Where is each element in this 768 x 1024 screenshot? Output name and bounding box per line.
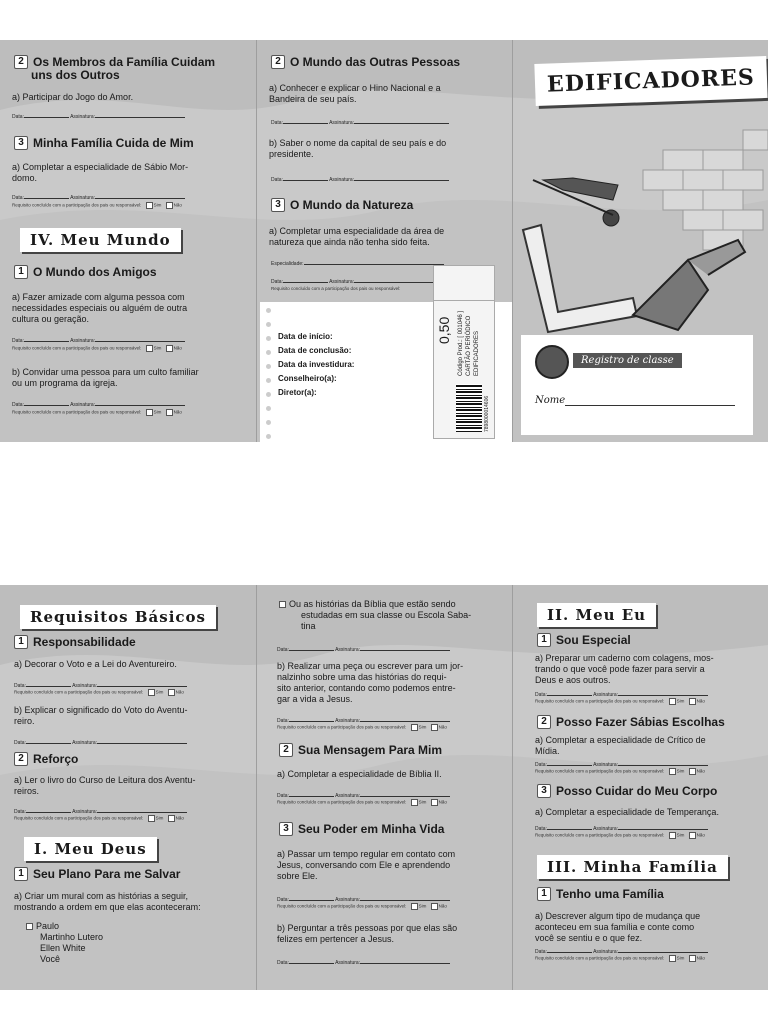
text-line: Bandeira de seu país. bbox=[269, 94, 357, 104]
checkbox-sim[interactable] bbox=[411, 724, 418, 731]
date-label: Data: bbox=[535, 826, 547, 832]
section-number: 1 bbox=[537, 887, 551, 901]
requirement-text bbox=[535, 653, 714, 686]
section-number: 2 bbox=[271, 55, 285, 69]
text-line: b) Convidar uma pessoa para um culto familiar bbox=[12, 367, 199, 377]
note-text: Requisito concluído com a participação dos pais ou responsável: bbox=[535, 698, 665, 704]
signature-label: Assinatura: bbox=[335, 647, 361, 653]
nao-label: Não bbox=[438, 799, 447, 805]
section-number: 2 bbox=[14, 55, 28, 69]
section-title: Reforço bbox=[33, 752, 79, 766]
section-heading bbox=[537, 715, 725, 729]
section-number: 3 bbox=[14, 136, 28, 150]
section-number: 2 bbox=[537, 715, 551, 729]
chapter-banner: I. Meu Deus bbox=[24, 837, 157, 861]
signature-label: Assinatura: bbox=[593, 762, 619, 768]
requirement-text bbox=[12, 367, 199, 389]
binder-hole bbox=[266, 322, 271, 327]
checkbox-nao[interactable] bbox=[168, 815, 175, 822]
section-number: 2 bbox=[279, 743, 293, 757]
nao-label: Não bbox=[696, 955, 705, 961]
signature-label: Assinatura: bbox=[593, 949, 619, 955]
signature-label: Assinatura: bbox=[72, 683, 98, 689]
nao-label: Não bbox=[696, 698, 705, 704]
parent-participation-note bbox=[14, 689, 184, 696]
signature-label: Assinatura: bbox=[70, 402, 96, 408]
requirement-text bbox=[14, 891, 201, 913]
section-title-cont bbox=[31, 68, 120, 82]
section-number: 3 bbox=[537, 784, 551, 798]
binder-hole bbox=[266, 392, 271, 397]
requirement-text bbox=[277, 849, 455, 882]
text-line: a) Criar um mural com as histórias a seguir, bbox=[14, 891, 189, 901]
chapter-banner: Requisitos Básicos bbox=[20, 605, 216, 629]
field-investiture-date[interactable]: Data da investidura: bbox=[278, 360, 355, 369]
section-title: Minha Família Cuida de Mim bbox=[33, 136, 194, 150]
date-label: Data: bbox=[277, 718, 289, 724]
date-label: Data: bbox=[277, 897, 289, 903]
text-line: presidente. bbox=[269, 149, 314, 159]
requirement-text: a) Participar do Jogo do Amor. bbox=[12, 92, 134, 102]
section-title: Sou Especial bbox=[556, 633, 631, 647]
section-heading bbox=[271, 55, 460, 69]
binder-hole bbox=[266, 434, 271, 439]
signature-line[interactable] bbox=[12, 400, 185, 409]
binder-hole bbox=[266, 378, 271, 383]
checkbox-sim[interactable] bbox=[411, 903, 418, 910]
club-emblem-icon bbox=[535, 345, 569, 379]
date-label: Data: bbox=[14, 740, 26, 746]
text-line: b) Explicar o significado do Voto do Aventu- bbox=[14, 705, 188, 715]
section-title: Responsabilidade bbox=[33, 635, 136, 649]
sim-label: Sim bbox=[676, 768, 685, 774]
sim-label: Sim bbox=[153, 345, 162, 351]
checkbox-nao[interactable] bbox=[431, 799, 438, 806]
date-label: Data: bbox=[277, 647, 289, 653]
checkbox-sim[interactable] bbox=[669, 832, 676, 839]
checkbox-nao[interactable] bbox=[431, 903, 438, 910]
section-heading bbox=[537, 633, 631, 647]
note-text: Requisito concluído com a participação dos pais ou responsável: bbox=[271, 286, 401, 291]
signature-line[interactable] bbox=[271, 118, 449, 127]
date-label: Data: bbox=[12, 402, 24, 408]
list-item: Martinho Lutero bbox=[40, 932, 104, 942]
section-heading bbox=[14, 265, 157, 279]
requirement-text bbox=[535, 735, 706, 757]
checkbox-nao[interactable] bbox=[689, 955, 696, 962]
binder-hole bbox=[266, 420, 271, 425]
section-title: Seu Plano Para me Salvar bbox=[33, 867, 181, 881]
signature-label: Assinatura: bbox=[70, 338, 96, 344]
binder-hole bbox=[266, 308, 271, 313]
signature-line[interactable] bbox=[14, 738, 187, 747]
wheelbarrow-icon bbox=[533, 178, 619, 226]
section-title: Posso Cuidar do Meu Corpo bbox=[556, 784, 718, 798]
section-heading bbox=[14, 55, 215, 69]
signature-label: Assinatura: bbox=[335, 718, 361, 724]
parent-participation-note bbox=[271, 286, 400, 292]
note-text: Requisito concluído com a participação dos pais ou responsável: bbox=[12, 345, 142, 351]
text-line: reiros. bbox=[14, 786, 40, 796]
date-label: Data: bbox=[14, 809, 26, 815]
sim-label: Sim bbox=[153, 409, 162, 415]
checkbox-nao[interactable] bbox=[166, 409, 173, 416]
checkbox-sim[interactable] bbox=[669, 698, 676, 705]
price-sticker bbox=[433, 265, 495, 439]
date-label: Data: bbox=[535, 762, 547, 768]
section-title: Os Membros da Família Cuidam bbox=[33, 55, 216, 69]
nao-label: Não bbox=[438, 724, 447, 730]
checkbox-nao[interactable] bbox=[168, 689, 175, 696]
specialty-line[interactable] bbox=[271, 259, 444, 268]
section-number: 2 bbox=[14, 752, 28, 766]
sticker-product-type: CARTÃO PERIÓDICO bbox=[466, 315, 472, 376]
parent-participation-note bbox=[535, 768, 705, 775]
section-title: Tenho uma Família bbox=[556, 887, 664, 901]
note-text: Requisito concluído com a participação dos pais ou responsável: bbox=[14, 815, 144, 821]
checkbox[interactable] bbox=[279, 601, 286, 608]
nao-label: Não bbox=[175, 815, 184, 821]
parent-participation-note bbox=[12, 345, 182, 352]
bottom-right-panel bbox=[513, 585, 768, 990]
checkbox-sim[interactable] bbox=[669, 955, 676, 962]
field-start-date[interactable]: Data de início: bbox=[278, 332, 333, 341]
requirement-text: a) Completar a especialidade de Bíblia II. bbox=[277, 769, 442, 779]
date-label: Data: bbox=[535, 949, 547, 955]
text-line: ou um programa da igreja. bbox=[12, 378, 118, 388]
checkbox-nao[interactable] bbox=[166, 345, 173, 352]
date-label: Data: bbox=[277, 960, 289, 966]
checkbox-nao[interactable] bbox=[689, 832, 696, 839]
binder-hole bbox=[266, 350, 271, 355]
price-label: 0,50 bbox=[436, 316, 452, 344]
list-item: Você bbox=[40, 954, 61, 964]
date-label: Data: bbox=[12, 338, 24, 344]
parent-participation-note bbox=[277, 903, 447, 910]
note-text: Requisito concluído com a participação dos pais ou responsável: bbox=[277, 724, 407, 730]
text-line: b) Perguntar a três pessoas por que elas são bbox=[277, 923, 458, 933]
nao-label: Não bbox=[175, 689, 184, 695]
barcode bbox=[456, 384, 482, 432]
name-label: Nome bbox=[535, 395, 566, 406]
parent-participation-note bbox=[14, 815, 184, 822]
text-line: você se sentiu e o que fez. bbox=[535, 933, 643, 943]
section-heading bbox=[537, 784, 717, 798]
parent-participation-note bbox=[535, 698, 705, 705]
requirement-text bbox=[12, 162, 188, 184]
text-line: Mídia. bbox=[535, 746, 560, 756]
sim-label: Sim bbox=[418, 903, 427, 909]
text-line: necessidades especiais ou alguém de outra bbox=[12, 303, 188, 313]
text-line: tina bbox=[301, 621, 316, 631]
checkbox-sim[interactable] bbox=[411, 799, 418, 806]
section-number: 3 bbox=[279, 822, 293, 836]
checkbox-sim[interactable] bbox=[148, 815, 155, 822]
name-line[interactable] bbox=[565, 405, 735, 406]
signature-line[interactable] bbox=[12, 336, 185, 345]
text-line: trando o que você pode fazer para servir a bbox=[535, 664, 705, 674]
signature-label: Assinatura: bbox=[329, 177, 355, 183]
barcode-number: 7898000014606 bbox=[484, 395, 490, 432]
signature-label: Assinatura: bbox=[335, 793, 361, 799]
requirement-text bbox=[14, 775, 195, 797]
text-line: Deus e aos outros. bbox=[535, 675, 611, 685]
binder-hole bbox=[266, 364, 271, 369]
text-line: mostrando a ordem em que elas aconteceram: bbox=[14, 902, 201, 912]
signature-line[interactable] bbox=[271, 277, 449, 286]
parent-participation-note bbox=[12, 409, 182, 416]
requirement-text: a) Completar a especialidade de Temperança. bbox=[535, 807, 719, 817]
requirement-text bbox=[14, 705, 187, 727]
text-line: a) Passar um tempo regular em contato com bbox=[277, 849, 456, 859]
text-line: a) Completar a especialidade de Sábio Mor- bbox=[12, 162, 189, 172]
list-item[interactable] bbox=[34, 921, 59, 931]
checkbox-nao[interactable] bbox=[689, 768, 696, 775]
text-line: Jesus, conversando com Ele e aprendendo bbox=[277, 860, 451, 870]
field-counselor[interactable]: Conselheiro(a): bbox=[278, 374, 337, 383]
date-label: Data: bbox=[14, 683, 26, 689]
text-line: reiro. bbox=[14, 716, 35, 726]
section-title: uns dos Outros bbox=[31, 68, 120, 82]
sim-label: Sim bbox=[676, 698, 685, 704]
sim-label: Sim bbox=[155, 689, 164, 695]
carpenter-square-icon bbox=[523, 225, 637, 332]
section-number: 3 bbox=[271, 198, 285, 212]
section-number: 1 bbox=[14, 265, 28, 279]
product-logo: EDIFICADORES bbox=[534, 56, 767, 106]
signature-label: Assinatura: bbox=[335, 960, 361, 966]
date-label: Data: bbox=[271, 279, 283, 285]
signature-label: Assinatura: bbox=[593, 692, 619, 698]
note-text: Requisito concluído com a participação dos pais ou responsável: bbox=[14, 689, 144, 695]
checkbox-sim[interactable] bbox=[146, 345, 153, 352]
checkbox-nao[interactable] bbox=[166, 202, 173, 209]
checkbox-sim[interactable] bbox=[148, 689, 155, 696]
text-line: a) Preparar um caderno com colagens, mos- bbox=[535, 653, 714, 663]
text-line: a) Descrever algum tipo de mudança que bbox=[535, 911, 701, 921]
text-line: sito anterior, contando como podemos entre- bbox=[277, 683, 456, 693]
list-item-label: Ou as histórias da Bíblia que estão sendo bbox=[289, 599, 456, 609]
list-item[interactable] bbox=[287, 599, 456, 609]
signature-label: Assinatura: bbox=[70, 195, 96, 201]
top-sheet bbox=[0, 40, 768, 442]
parent-participation-note bbox=[12, 202, 182, 209]
section-heading bbox=[14, 867, 180, 881]
section-heading bbox=[14, 136, 194, 150]
requirement-text: a) Decorar o Voto e a Lei do Aventureiro. bbox=[14, 659, 177, 669]
chapter-banner: IV. Meu Mundo bbox=[20, 228, 181, 252]
top-right-panel bbox=[513, 40, 768, 442]
parent-participation-note bbox=[277, 799, 447, 806]
nao-label: Não bbox=[696, 832, 705, 838]
section-heading bbox=[14, 752, 78, 766]
section-title: O Mundo da Natureza bbox=[290, 198, 414, 212]
text-line: a) Completar a especialidade de Crítico de bbox=[535, 735, 706, 745]
section-number: 1 bbox=[537, 633, 551, 647]
signature-label: Assinatura: bbox=[70, 114, 96, 120]
text-line: nalzinho sobre uma das histórias do requi- bbox=[277, 672, 447, 682]
note-text: Requisito concluído com a participação dos pais ou responsável: bbox=[535, 768, 665, 774]
text-line: a) Fazer amizade com alguma pessoa com bbox=[12, 292, 185, 302]
field-end-date[interactable]: Data de conclusão: bbox=[278, 346, 352, 355]
trowel-icon bbox=[633, 240, 745, 330]
list-item: Ellen White bbox=[40, 943, 86, 953]
nao-label: Não bbox=[696, 768, 705, 774]
list-item-label: Paulo bbox=[36, 921, 60, 931]
text-line: cultura ou geração. bbox=[12, 314, 90, 324]
date-label: Data: bbox=[12, 114, 24, 120]
signature-label: Assinatura: bbox=[72, 740, 98, 746]
text-line: aconteceu em sua família e conte como bbox=[535, 922, 695, 932]
date-label: Data: bbox=[12, 195, 24, 201]
signature-label: Assinatura: bbox=[72, 809, 98, 815]
chapter-banner: II. Meu Eu bbox=[537, 603, 656, 627]
signature-label: Assinatura: bbox=[329, 279, 355, 285]
section-heading bbox=[279, 743, 442, 757]
section-number: 1 bbox=[14, 867, 28, 881]
top-middle-panel bbox=[257, 40, 512, 442]
date-label: Data: bbox=[271, 177, 283, 183]
text-line: b) Realizar uma peça ou escrever para um jor- bbox=[277, 661, 464, 671]
requirement-text bbox=[535, 911, 700, 944]
date-label: Data: bbox=[535, 692, 547, 698]
text-line: a) Ler o livro do Curso de Leitura dos Aventu- bbox=[14, 775, 196, 785]
signature-label: Assinatura: bbox=[329, 120, 355, 126]
sim-label: Sim bbox=[418, 724, 427, 730]
signature-line[interactable] bbox=[277, 645, 450, 654]
bottom-sheet bbox=[0, 585, 768, 990]
sticker-product-name: EDIFICADORES bbox=[474, 330, 480, 376]
nao-label: Não bbox=[173, 345, 182, 351]
bottom-middle-panel bbox=[257, 585, 512, 990]
checkbox-sim[interactable] bbox=[146, 202, 153, 209]
sticker-product-code: Código Prod.: [ 001046 ] bbox=[458, 310, 464, 376]
section-heading bbox=[279, 822, 444, 836]
nao-label: Não bbox=[438, 903, 447, 909]
checkbox[interactable] bbox=[26, 923, 33, 930]
text-line: domo. bbox=[12, 173, 38, 183]
signature-label: Assinatura: bbox=[335, 897, 361, 903]
checkbox-nao[interactable] bbox=[689, 698, 696, 705]
sim-label: Sim bbox=[418, 799, 427, 805]
note-text: Requisito concluído com a participação dos pais ou responsável: bbox=[277, 903, 407, 909]
note-text: Requisito concluído com a participação dos pais ou responsável: bbox=[535, 955, 665, 961]
nao-label: Não bbox=[173, 202, 182, 208]
section-title: Seu Poder em Minha Vida bbox=[298, 822, 445, 836]
requirement-text bbox=[12, 292, 187, 325]
section-title: O Mundo dos Amigos bbox=[33, 265, 157, 279]
requirement-text bbox=[277, 661, 463, 705]
field-director[interactable]: Diretor(a): bbox=[278, 388, 317, 397]
text-line: natureza que ainda não tenha sido feita. bbox=[269, 237, 430, 247]
parent-participation-note bbox=[535, 832, 705, 839]
signature-line[interactable] bbox=[12, 112, 185, 121]
parent-participation-note bbox=[277, 724, 447, 731]
signature-line[interactable] bbox=[277, 958, 450, 967]
text-line: sobre Ele. bbox=[277, 871, 318, 881]
sim-label: Sim bbox=[676, 955, 685, 961]
requirement-text bbox=[277, 923, 457, 945]
parent-participation-note bbox=[535, 955, 705, 962]
section-number: 1 bbox=[14, 635, 28, 649]
chapter-banner: III. Minha Família bbox=[537, 855, 728, 879]
specialty-label: Especialidade: bbox=[271, 261, 304, 267]
registry-title: Registro de classe bbox=[573, 353, 682, 368]
requirement-text bbox=[269, 138, 446, 160]
text-line: a) Completar uma especialidade da área de bbox=[269, 226, 445, 236]
signature-line[interactable] bbox=[271, 175, 449, 184]
section-heading bbox=[271, 198, 413, 212]
checkbox-sim[interactable] bbox=[669, 768, 676, 775]
nao-label: Não bbox=[173, 409, 182, 415]
checkbox-nao[interactable] bbox=[431, 724, 438, 731]
section-title: O Mundo das Outras Pessoas bbox=[290, 55, 461, 69]
text-line: gar a vida a Jesus. bbox=[277, 694, 353, 704]
note-text: Requisito concluído com a participação dos pais ou responsável: bbox=[535, 832, 665, 838]
text-line: b) Saber o nome da capital de seu país e do bbox=[269, 138, 447, 148]
requirement-text bbox=[269, 83, 441, 105]
class-registry-card bbox=[521, 335, 753, 435]
bottom-left-panel bbox=[0, 585, 256, 990]
sim-label: Sim bbox=[155, 815, 164, 821]
date-label: Data: bbox=[277, 793, 289, 799]
section-heading bbox=[14, 635, 136, 649]
section-title: Sua Mensagem Para Mim bbox=[298, 743, 443, 757]
signature-label: Assinatura: bbox=[593, 826, 619, 832]
text-line: estudadas em sua classe ou Escola Saba- bbox=[301, 610, 472, 620]
sim-label: Sim bbox=[676, 832, 685, 838]
top-left-panel bbox=[0, 40, 256, 442]
text-line: a) Conhecer e explicar o Hino Nacional e a bbox=[269, 83, 441, 93]
note-text: Requisito concluído com a participação dos pais ou responsável: bbox=[277, 799, 407, 805]
checkbox-sim[interactable] bbox=[146, 409, 153, 416]
binder-hole bbox=[266, 406, 271, 411]
binder-hole bbox=[266, 336, 271, 341]
section-heading bbox=[537, 887, 664, 901]
note-text: Requisito concluído com a participação dos pais ou responsável: bbox=[12, 202, 142, 208]
text-line: felizes em pertencer a Jesus. bbox=[277, 934, 395, 944]
sim-label: Sim bbox=[153, 202, 162, 208]
section-title: Posso Fazer Sábias Escolhas bbox=[556, 715, 725, 729]
requirement-text bbox=[269, 226, 444, 248]
date-label: Data: bbox=[271, 120, 283, 126]
note-text: Requisito concluído com a participação dos pais ou responsável: bbox=[12, 409, 142, 415]
signature-line[interactable] bbox=[12, 193, 185, 202]
